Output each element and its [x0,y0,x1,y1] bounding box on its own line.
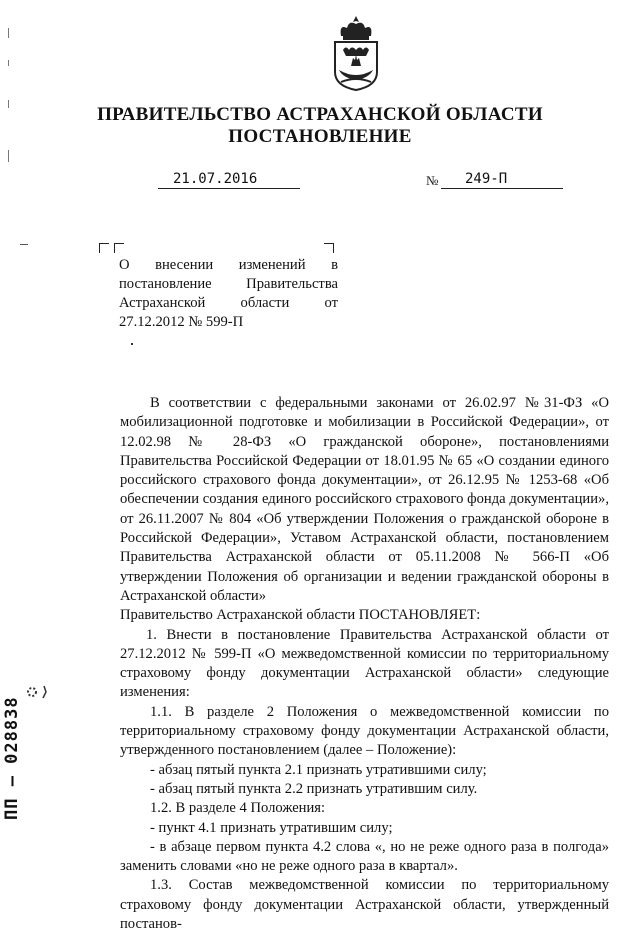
doc-type-title: ПОСТАНОВЛЕНИЕ [228,126,412,147]
preamble-paragraph: В соответствии с федеральными законами от 26.02.97 №31-ФЗ «О мобилизационной подготовке и мобилизации в Российской Федерации», от 12.02.98 № 28-ФЗ «О гражданской обороне», постановлениями Правительства Российской Федерации от 18.01.95 № 65 «О создании единого российского страхового фонда документации», от 26.12.95 № 1253-68 «Об обеспечении создания единого российского страхового фонда документации», от 26.11.2007 № 804 «Об утверждении Положения о гражданской обороне в Российской Федерации», Уставом Астраханской области, постановлением Правительства Астраханской области от 05.11.2008 № 566-П «Об утверждении Положения об организации и ведении гражданской обороны в Астраханской области» [120,395,609,604]
astrakhan-coat-of-arms-icon [329,14,383,92]
item-1-1-a-paragraph: - абзац пятый пункта 2.1 признать утратившими силу; [150,761,487,778]
item-1-2-paragraph: 1.2. В разделе 4 Положения: [150,800,326,817]
document-date: 21.07.2016 [173,171,258,187]
margin-stamp: ПП – 028838 [2,696,22,820]
number-label: № [426,173,439,188]
document-subject: О внесении изменений в постановление Правительства Астраханской области от 27.12.2012 № 599-П [119,257,338,330]
item-1-1-b-paragraph: - абзац пятый пункта 2.2 признать утратившим силу. [150,780,478,797]
corner-mark-left-2 [114,243,124,253]
scan-artifact-icon [24,682,54,702]
item-1-2-b-paragraph: - в абзаце первом пункта 4.2 слова «, но не реже одного раза в полгода» заменить словами «но не реже одного раза в квартал». [120,838,609,875]
margin-tick [8,60,9,66]
margin-tick [8,28,9,38]
corner-mark-right [324,243,334,253]
item-1-2-a-paragraph: - пункт 4.1 признать утратившим силу; [150,819,393,836]
item-1-paragraph: 1. Внести в постановление Правительства Астраханской области от 27.12.2012 № 599-П «О межведомственной комиссии по территориальному страховому фонду документации Астраханской области» следующие изменения: [120,626,609,701]
number-underline [441,188,563,189]
margin-dash [20,244,28,245]
org-title: ПРАВИТЕЛЬСТВО АСТРАХАНСКОЙ ОБЛАСТИ [97,104,543,125]
date-underline [158,188,300,189]
margin-tick [8,100,9,108]
document-body [120,394,609,934]
speck [131,343,133,345]
margin-tick [8,150,9,162]
corner-mark-left-1 [99,243,109,253]
resolves-paragraph: Правительство Астраханской области ПОСТАНОВЛЯЕТ: [120,607,481,624]
item-1-3-paragraph: 1.3. Состав межведомственной комиссии по территориальному страховому фонду документации Астраханской области, утвержденный постанов- [120,877,609,933]
item-1-1-paragraph: 1.1. В разделе 2 Положения о межведомственной комиссии по территориальному страховому фонду документации Астраханской области, утвержденного постановлением (далее – Положение): [120,703,609,759]
document-number: 249-П [465,171,508,187]
